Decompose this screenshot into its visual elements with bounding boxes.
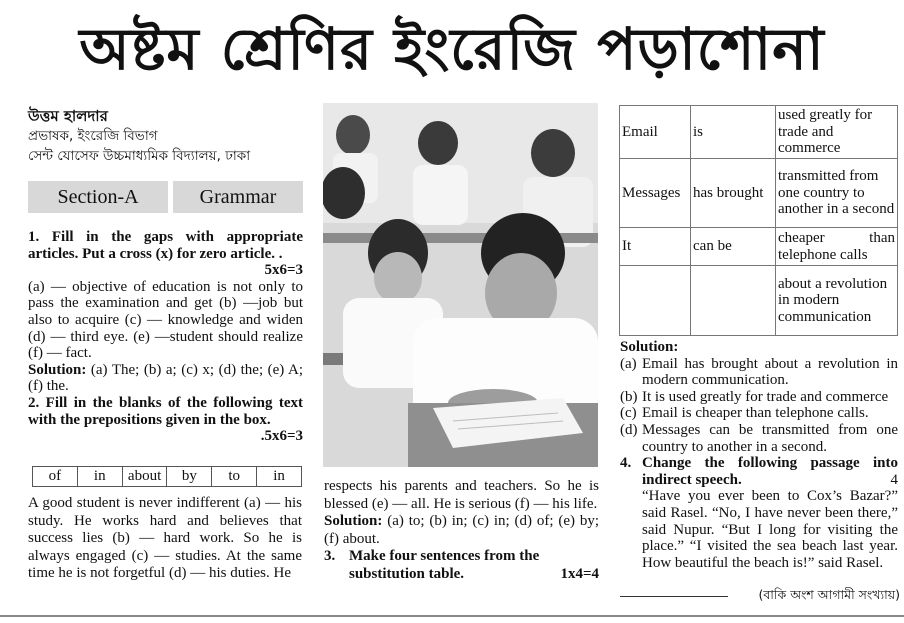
question-2-solution-label: Solution: [324, 513, 383, 529]
table-row [620, 159, 898, 228]
substitution-table [619, 105, 898, 336]
table-cell: about a revolution in modern communication [776, 266, 898, 336]
question-3-instruction: Make four sentences from the substitution table. [349, 548, 540, 582]
author-institution: সেন্ট যোসেফ উচ্চমাধ্যমিক বিদ্যালয়, ঢাকা [28, 148, 251, 164]
table-cell: Email [620, 106, 691, 159]
column-3 [620, 339, 898, 571]
question-2-number: 2. [28, 394, 40, 411]
question-2-instruction: Fill in the blanks of the following text with the prepositions given in the box. [28, 394, 303, 428]
list-item: (d) Messages can be transmitted from one country to another in a second. [620, 421, 898, 455]
question-1 [28, 229, 303, 395]
table-row [620, 266, 898, 336]
preposition-item: in [273, 468, 285, 484]
question-2 [28, 394, 303, 445]
question-2-solution: (a) to; (b) in; (c) in; (d) of; (e) by; (f) about. [324, 513, 599, 547]
question-2-passage-part2: respects his parents and teachers. So he is blessed (e) — all. He is serious (f) — his life. [324, 478, 599, 512]
question-3-marks: 1x4=4 [560, 565, 599, 582]
question-3-number: 3. [324, 548, 336, 564]
column-1 [28, 229, 303, 445]
list-item: (c) Email is cheaper than telephone calls. [620, 405, 869, 422]
preposition-item: of [33, 467, 78, 486]
author-designation: প্রভাষক, ইংরেজি বিভাগ [28, 128, 158, 144]
question-1-solution-label: Solution: [28, 361, 87, 378]
table-row [620, 228, 898, 266]
preposition-item: about [123, 467, 168, 486]
students-writing-exam-image [323, 103, 598, 467]
section-topic: Grammar [173, 181, 303, 213]
question-3-solution-list [620, 356, 898, 456]
list-item: (a) Email has brought about a revolution in modern communication. [620, 355, 898, 389]
continued-note: (বাকি অংশ আগামী সংখ্যায়) [758, 587, 900, 602]
masthead-title: অষ্টম শ্রেণির ইংরেজি পড়াশোনা [79, 15, 825, 83]
question-1-number: 1. [28, 229, 40, 245]
question-4-passage: “Have you ever been to Cox’s Bazar?” said Rasel. “No, I have never been there,” said Nupur. “But I long for visiting the place.” “I visited the sea beach last year. How beautiful the beach is!” said Rasel. [642, 488, 898, 571]
question-1-marks: 5x6=3 [264, 262, 303, 279]
question-4 [620, 455, 898, 571]
table-cell: is [691, 106, 776, 159]
table-cell: can be [691, 228, 776, 266]
question-1-instruction: Fill in the gaps with appropriate articles. Put a cross (x) for zero article. . [28, 229, 303, 262]
table-cell: Messages [620, 159, 691, 228]
table-cell [691, 266, 776, 336]
table-cell: cheaper than telephone calls [776, 228, 898, 266]
question-4-number: 4. [620, 455, 632, 472]
question-4-instruction: Change the following passage into indirect speech. [642, 455, 898, 488]
question-2-marks: .5x6=3 [260, 428, 303, 445]
list-item: (b) It is used greatly for trade and commerce [620, 388, 889, 405]
exam-photo [323, 103, 598, 467]
question-1-solution: (a) The; (b) a; (c) x; (d) the; (e) A; (f) the. [28, 361, 304, 395]
question-4-marks: 4 [890, 471, 898, 488]
author-block [28, 106, 308, 166]
bottom-rule [0, 615, 904, 617]
continued-divider [620, 596, 728, 597]
question-2-passage-part1: A good student is never indifferent (a) — his study. He works hard and believes that success lies (b) — hard work. So he is always engaged (c) — studies. At the same time he is not forgetful (d) — his duties. He [28, 495, 302, 581]
table-row [620, 106, 898, 159]
question-1-passage: (a) — objective of education is not only to pass the examination and get (b) —job but also to acquire (c) — knowledge and widen (d) — third eye. (e) —student should realize (f) — fact. [28, 278, 303, 362]
question-3 [324, 548, 599, 583]
table-cell: transmitted from one country to another in a second [776, 159, 898, 228]
preposition-item: by [167, 467, 212, 486]
preposition-box [32, 466, 302, 487]
table-cell [620, 266, 691, 336]
preposition-item: to [212, 467, 257, 486]
question-3-solution-label: Solution: [620, 339, 679, 355]
table-cell: used greatly for trade and commerce [776, 106, 898, 159]
section-label: Section-A [28, 181, 168, 213]
table-cell: It [620, 228, 691, 266]
table-cell: has brought [691, 159, 776, 228]
column-2 [324, 478, 599, 583]
author-name: উত্তম হালদার [28, 107, 108, 125]
preposition-item: in [78, 467, 123, 486]
